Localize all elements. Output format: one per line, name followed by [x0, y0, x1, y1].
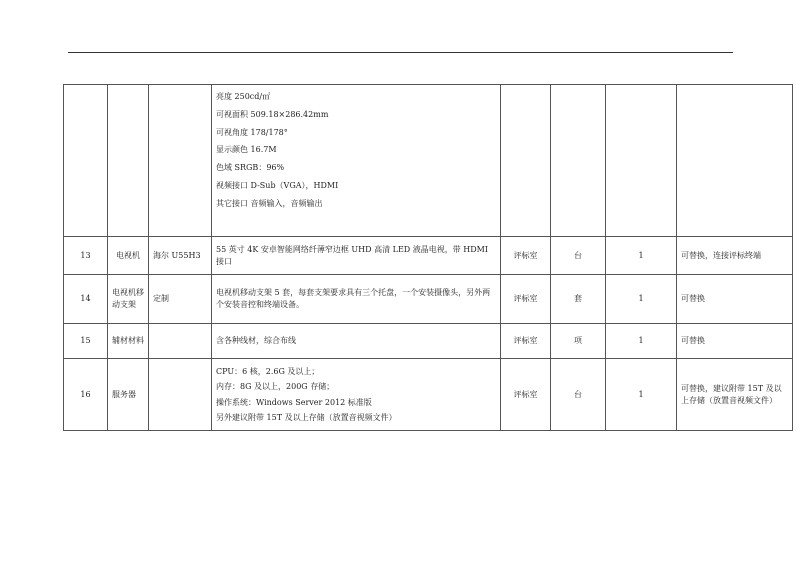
- table-row: [64, 359, 793, 431]
- cell-remark: 可替换: [677, 324, 793, 359]
- table-row: [64, 324, 793, 359]
- spec-line: 亮度 250cd/㎡: [216, 92, 271, 101]
- cell-location: 评标室: [501, 237, 551, 275]
- cell-name: 辅材材料: [108, 324, 149, 359]
- cell-location: 评标室: [501, 275, 551, 324]
- table-row: [64, 275, 793, 324]
- spec-line: CPU：6 核，2.6G 及以上；: [216, 366, 320, 376]
- cell-unit: [551, 85, 606, 237]
- equipment-table: [63, 84, 793, 431]
- cell-qty: 1: [606, 324, 677, 359]
- spec-line: 其它接口 音频输入，音频输出: [216, 198, 323, 208]
- cell-name: 电视机移动支架: [108, 275, 149, 324]
- cell-location: [501, 85, 551, 237]
- cell-brand: [149, 324, 212, 359]
- cell-no: 16: [64, 359, 108, 431]
- spec-line: 色域 SRGB：96%: [216, 163, 285, 173]
- cell-remark: 可替换: [677, 275, 793, 324]
- cell-no: 13: [64, 237, 108, 275]
- spec-line: 可视面积 509.18×286.42mm: [216, 109, 329, 119]
- cell-unit: 项: [551, 324, 606, 359]
- cell-brand: 海尔 U55H3: [149, 237, 212, 275]
- cell-unit: 台: [551, 359, 606, 431]
- cell-spec: 电视机移动支架 5 套，每套支架要求具有三个托盘，一个安装摄像头，另外两个安装音控和终端设备。: [212, 275, 501, 324]
- cell-unit: 套: [551, 275, 606, 324]
- cell-remark: [677, 85, 793, 237]
- spec-line: 显示颜色 16.7M: [216, 145, 277, 155]
- cell-name: 电视机: [108, 237, 149, 275]
- cell-qty: 1: [606, 237, 677, 275]
- cell-spec: 55 英寸 4K 安卓智能网络纤薄窄边框 UHD 高清 LED 液晶电视，带 HDMI 接口: [212, 237, 501, 275]
- header-rule: [68, 52, 733, 53]
- cell-no: [64, 85, 108, 237]
- cell-remark: 可替换，连接评标终端: [677, 237, 793, 275]
- cell-unit: 台: [551, 237, 606, 275]
- spec-line: 内存：8G 及以上，200G 存储；: [216, 382, 335, 391]
- spec-line: 视频接口 D-Sub（VGA），HDMI: [216, 180, 339, 190]
- cell-brand: [149, 85, 212, 237]
- cell-qty: 1: [606, 359, 677, 431]
- cell-brand: 定制: [149, 275, 212, 324]
- cell-no: 15: [64, 324, 108, 359]
- cell-name: [108, 85, 149, 237]
- cell-spec: 含各种线材，综合布线: [212, 324, 501, 359]
- cell-qty: 1: [606, 275, 677, 324]
- table-row-continued: [64, 85, 793, 237]
- spec-line: 操作系统：Windows Server 2012 标准版: [216, 397, 372, 407]
- table-row: [64, 237, 793, 275]
- cell-name: 服务器: [108, 359, 149, 431]
- spec-line: 另外建议附带 15T 及以上存储（放置音视频文件）: [216, 413, 397, 422]
- cell-remark: 可替换，建议附带 15T 及以上存储（放置音视频文件）: [677, 359, 793, 431]
- cell-location: 评标室: [501, 359, 551, 431]
- cell-qty: [606, 85, 677, 237]
- cell-spec: [212, 359, 501, 431]
- cell-location: 评标室: [501, 324, 551, 359]
- cell-no: 14: [64, 275, 108, 324]
- cell-brand: [149, 359, 212, 431]
- spec-line: 可视角度 178/178°: [216, 127, 288, 137]
- cell-spec: [212, 85, 501, 237]
